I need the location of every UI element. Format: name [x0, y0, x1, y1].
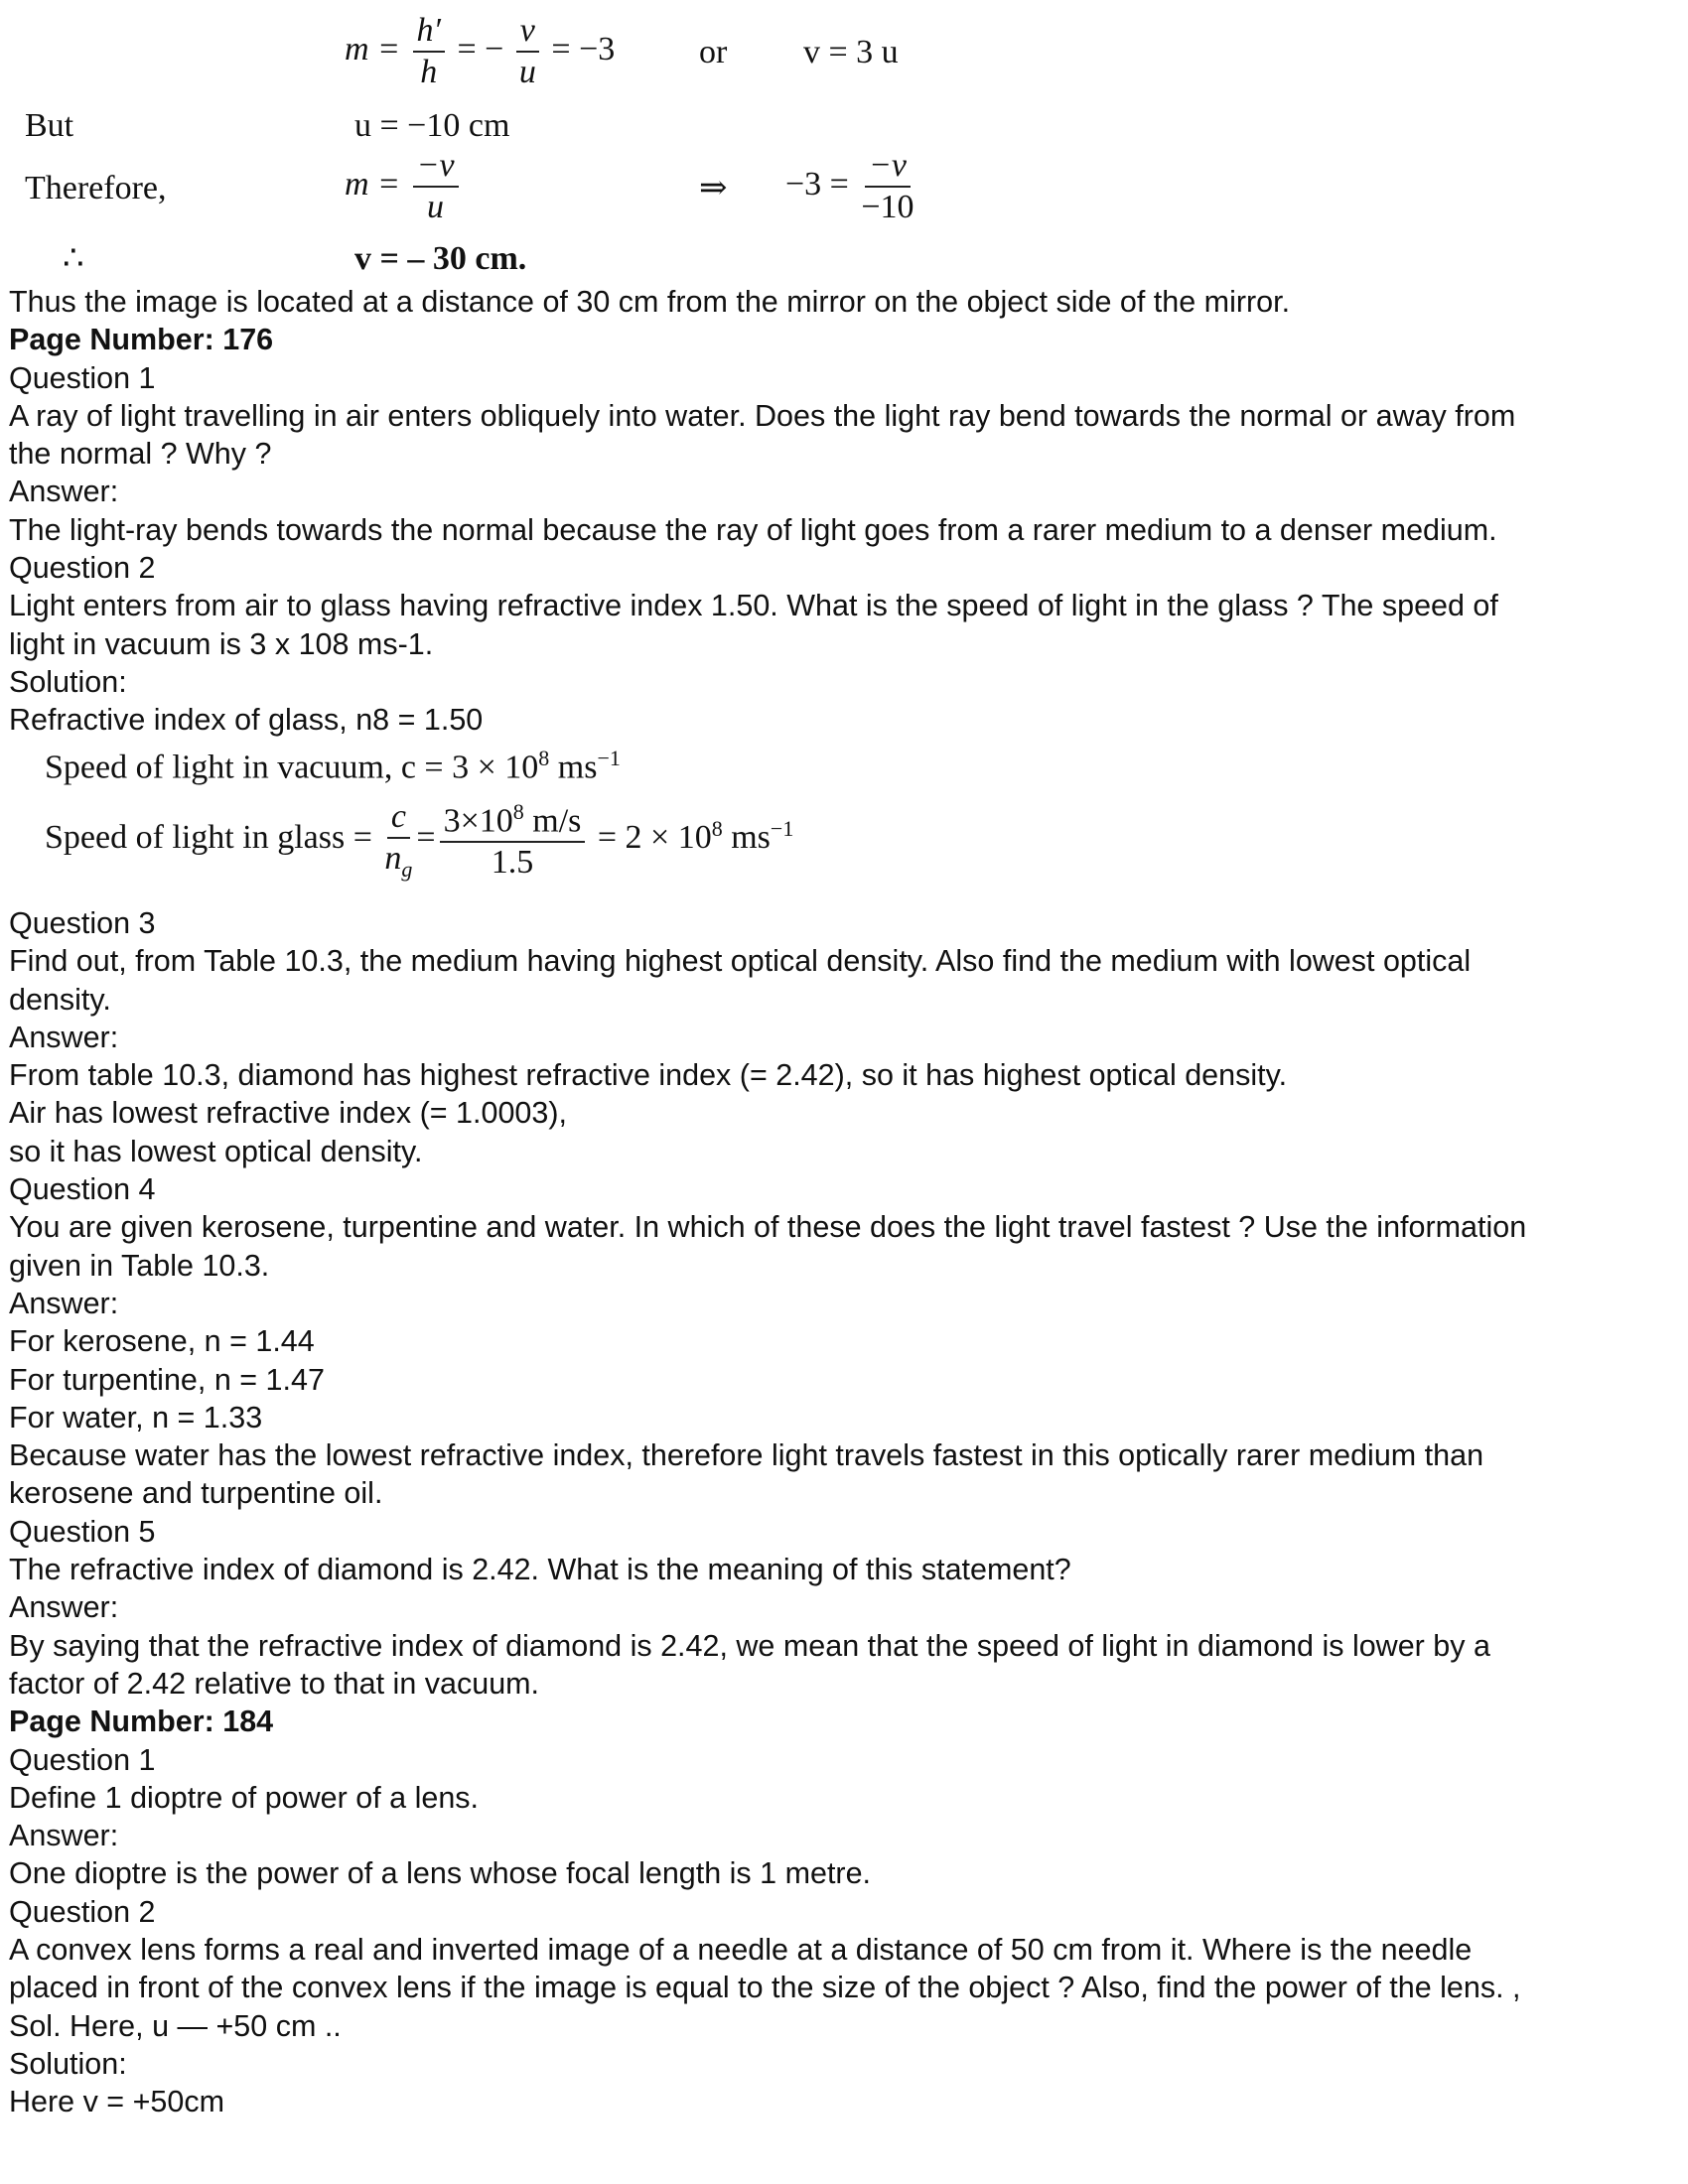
- text-line: Find out, from Table 10.3, the medium having highest optical density. Also find the medium with lowest optical: [9, 944, 1472, 979]
- text-line: placed in front of the convex lens if the image is equal to the size of the object ? Also, find the power of the lens. ,: [9, 1971, 1521, 2005]
- section-heading: Page Number: 176: [9, 323, 274, 357]
- text-line: Thus the image is located at a distance of 30 cm from the mirror on the object side of the mirror.: [9, 285, 1291, 319]
- text-line: By saying that the refractive index of diamond is 2.42, we mean that the speed of light in diamond is lower by a: [9, 1628, 1490, 1663]
- text-line: Because water has the lowest refractive index, therefore light travels fastest in this optically rarer medium than: [9, 1438, 1484, 1473]
- text-line: Question 3: [9, 906, 156, 940]
- text-line: The refractive index of diamond is 2.42. What is the meaning of this statement?: [9, 1553, 1071, 1587]
- text-line: Solution:: [9, 664, 127, 699]
- text-line: Air has lowest refractive index (= 1.0003),: [9, 1096, 567, 1131]
- section-heading: Page Number: 184: [9, 1705, 274, 1739]
- or-word: or: [699, 34, 728, 70]
- text-line: Sol. Here, u — +50 cm ..: [9, 2008, 342, 2043]
- text-line: Answer:: [9, 1020, 119, 1054]
- text-section-a: [9, 283, 1687, 740]
- neg-v-over-u: $\frac{-v}{u}$: [413, 149, 459, 224]
- text-section-b: [9, 904, 1687, 2121]
- text-line: the normal ? Why ?: [9, 437, 272, 472]
- text-line: Question 2: [9, 551, 156, 586]
- glass-speed-line: Speed of light in glass = $\frac{c}{n_g}$ = $\frac{3\times 10^8 m/s}{1.5}$ = $2 \times 10^8$ $ms^{-1}$: [45, 798, 794, 882]
- text-line: One dioptre is the power of a lens whose focal length is 1 metre.: [9, 1856, 872, 1891]
- text-line: so it has lowest optical density.: [9, 1134, 423, 1168]
- text-line: A convex lens forms a real and inverted image of a needle at a distance of 50 cm from it. Where is the needle: [9, 1933, 1473, 1968]
- but-label: But: [25, 107, 74, 144]
- text-line: density.: [9, 982, 111, 1017]
- text-line: For turpentine, n = 1.47: [9, 1362, 325, 1397]
- therefore-label: Therefore,: [25, 170, 167, 206]
- text-line: A ray of light travelling in air enters obliquely into water. Does the light ray bend towards the normal or away from: [9, 398, 1516, 433]
- v-u-ratio: $\frac{v}{u}$: [516, 14, 539, 89]
- m-symbol: m =: [345, 30, 400, 68]
- text-line: Answer:: [9, 475, 119, 509]
- text-line: The light-ray bends towards the normal because the ray of light goes from a rarer medium to a denser medium.: [9, 512, 1497, 547]
- text-line: Question 1: [9, 1742, 156, 1777]
- text-line: Answer:: [9, 1819, 119, 1853]
- implies-symbol: ⇒: [699, 170, 728, 206]
- text-line: Light enters from air to glass having refractive index 1.50. What is the speed of light in the glass ? The speed of: [9, 589, 1498, 623]
- hence-symbol: ∴: [63, 240, 84, 277]
- text-line: Here v = +50cm: [9, 2085, 224, 2119]
- text-line: Answer:: [9, 1286, 119, 1320]
- text-line: light in vacuum is 3 x 108 ms-1.: [9, 626, 434, 661]
- text-line: Answer:: [9, 1590, 119, 1625]
- vacuum-speed-line: Speed of light in vacuum, $c = 3 \times 10^8$ $ms^{-1}$: [45, 746, 621, 786]
- text-line: Question 4: [9, 1172, 156, 1207]
- text-line: factor of 2.42 relative to that in vacuum.: [9, 1666, 540, 1701]
- text-line: Question 5: [9, 1514, 156, 1549]
- result-v: v = – 30 cm.: [354, 240, 527, 277]
- text-line: From table 10.3, diamond has highest refractive index (= 2.42), so it has highest optical density.: [9, 1058, 1288, 1093]
- text-line: You are given kerosene, turpentine and water. In which of these does the light travel fastest ? Use the information: [9, 1210, 1527, 1245]
- neg-v-over-neg10: $\frac{-v}{-10}$: [861, 147, 914, 225]
- u-value: u = −10 cm: [354, 107, 510, 144]
- text-line: given in Table 10.3.: [9, 1248, 270, 1283]
- text-line: Solution:: [9, 2046, 127, 2081]
- text-line: Define 1 dioptre of power of a lens.: [9, 1780, 480, 1815]
- text-line: Question 1: [9, 360, 156, 395]
- text-line: For kerosene, n = 1.44: [9, 1324, 315, 1359]
- text-line: For water, n = 1.33: [9, 1400, 263, 1434]
- text-line: Question 2: [9, 1894, 156, 1929]
- v-equals-3u: v = 3 u: [803, 34, 899, 70]
- h-ratio: $\frac{h'}{h}$: [413, 14, 445, 89]
- text-line: Refractive index of glass, n8 = 1.50: [9, 703, 484, 738]
- text-line: kerosene and turpentine oil.: [9, 1476, 383, 1511]
